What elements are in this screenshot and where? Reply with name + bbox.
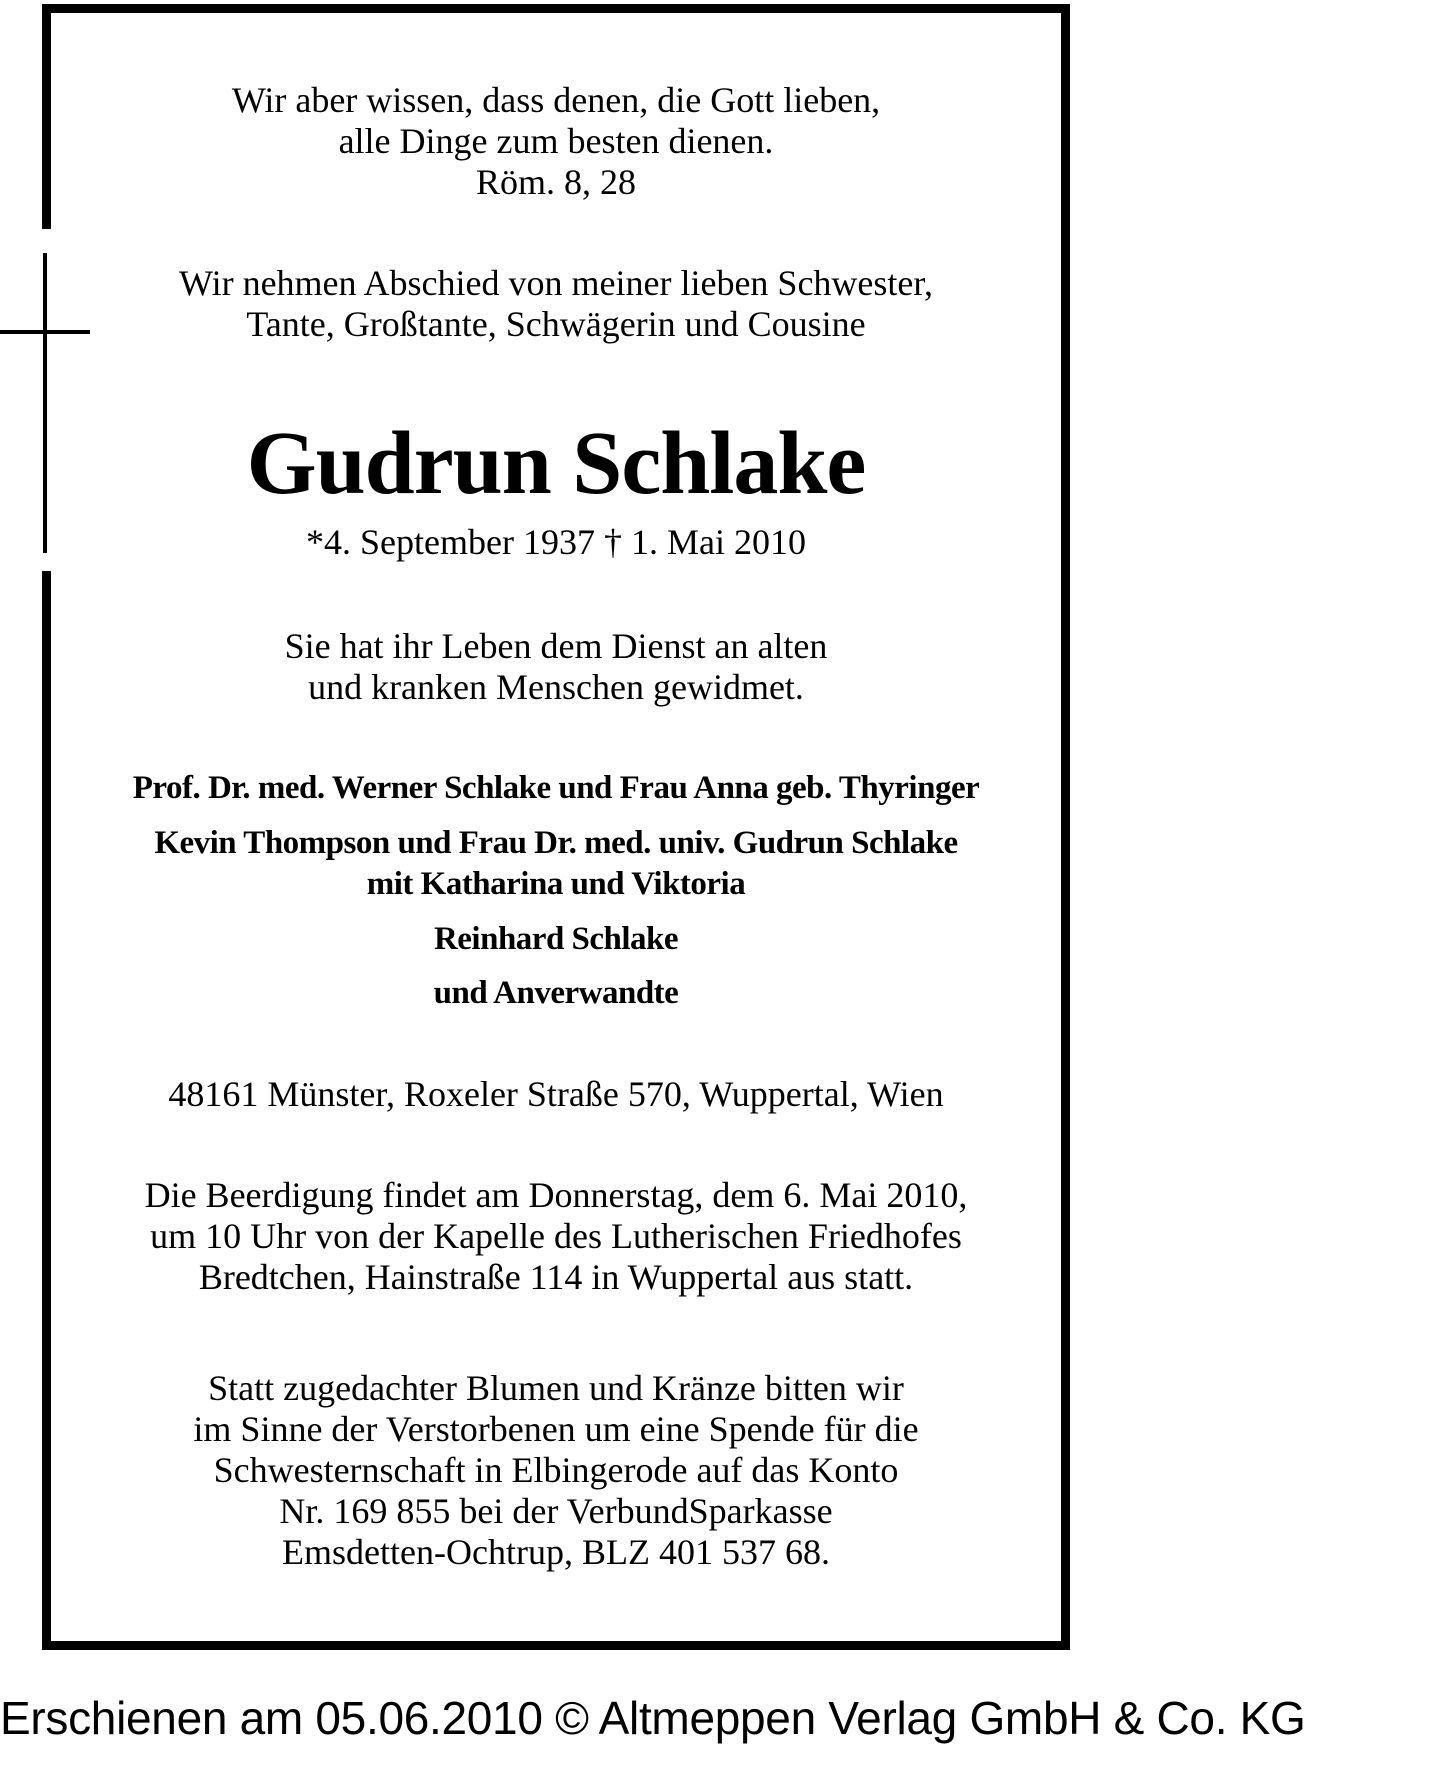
farewell-line-1: Wir nehmen Abschied von meiner lieben Schwester, [179, 263, 933, 303]
donation-line-1: Statt zugedachter Blumen und Kränze bitten wir [208, 1368, 904, 1408]
mourner-line-4: Reinhard Schlake [433, 921, 679, 957]
frame-right-border [1061, 4, 1070, 1650]
mourner-line-3: mit Katharina und Viktoria [366, 866, 746, 902]
farewell-line-2: Tante, Großtante, Schwägerin und Cousine [246, 304, 866, 344]
mourner-line-5: und Anverwandte [433, 975, 679, 1011]
verse-line-2: alle Dinge zum besten dienen. [338, 121, 774, 161]
tribute-line-2: und kranken Menschen gewidmet. [308, 667, 804, 707]
verse-line-1: Wir aber wissen, dass denen, die Gott lieben, [231, 80, 881, 120]
donation-line-2: im Sinne der Verstorbenen um eine Spende für die [193, 1409, 919, 1449]
mourner-line-2: Kevin Thompson und Frau Dr. med. univ. Gudrun Schlake [154, 825, 958, 861]
tribute-text [51, 626, 1061, 708]
tribute-line-1: Sie hat ihr Leben dem Dienst an alten [284, 626, 828, 666]
cross-vertical-bar [43, 253, 47, 553]
frame-left-border-lower [42, 571, 51, 1650]
donation-info [51, 1368, 1061, 1573]
farewell-text [51, 263, 1061, 345]
funeral-line-1: Die Beerdigung findet am Donnerstag, dem 6. Mai 2010, [144, 1175, 968, 1215]
verse-reference: Röm. 8, 28 [475, 162, 636, 202]
life-dates: *4. September 1937 † 1. Mai 2010 [306, 522, 806, 562]
donation-line-3: Schwesternschaft in Elbingerode auf das Konto [213, 1450, 899, 1490]
donation-line-5: Emsdetten-Ochtrup, BLZ 401 537 68. [282, 1532, 830, 1572]
frame-bottom-border [42, 1641, 1070, 1650]
donation-line-4: Nr. 169 855 bei der VerbundSparkasse [279, 1491, 833, 1531]
frame-left-border-upper [42, 4, 51, 229]
deceased-name: Gudrun Schlake [246, 414, 866, 513]
publication-footer: Erschienen am 05.06.2010 © Altmeppen Verlag GmbH & Co. KG [0, 1692, 1306, 1744]
funeral-info [51, 1175, 1061, 1298]
funeral-line-2: um 10 Uhr von der Kapelle des Lutherischen Friedhofes [150, 1216, 962, 1256]
bible-verse [51, 80, 1061, 203]
funeral-line-3: Bredtchen, Hainstraße 114 in Wuppertal aus statt. [198, 1257, 914, 1297]
frame-top-border [42, 4, 1070, 13]
mourner-line-1: Prof. Dr. med. Werner Schlake und Frau Anna geb. Thyringer [132, 770, 980, 806]
address: 48161 Münster, Roxeler Straße 570, Wuppertal, Wien [168, 1074, 944, 1114]
